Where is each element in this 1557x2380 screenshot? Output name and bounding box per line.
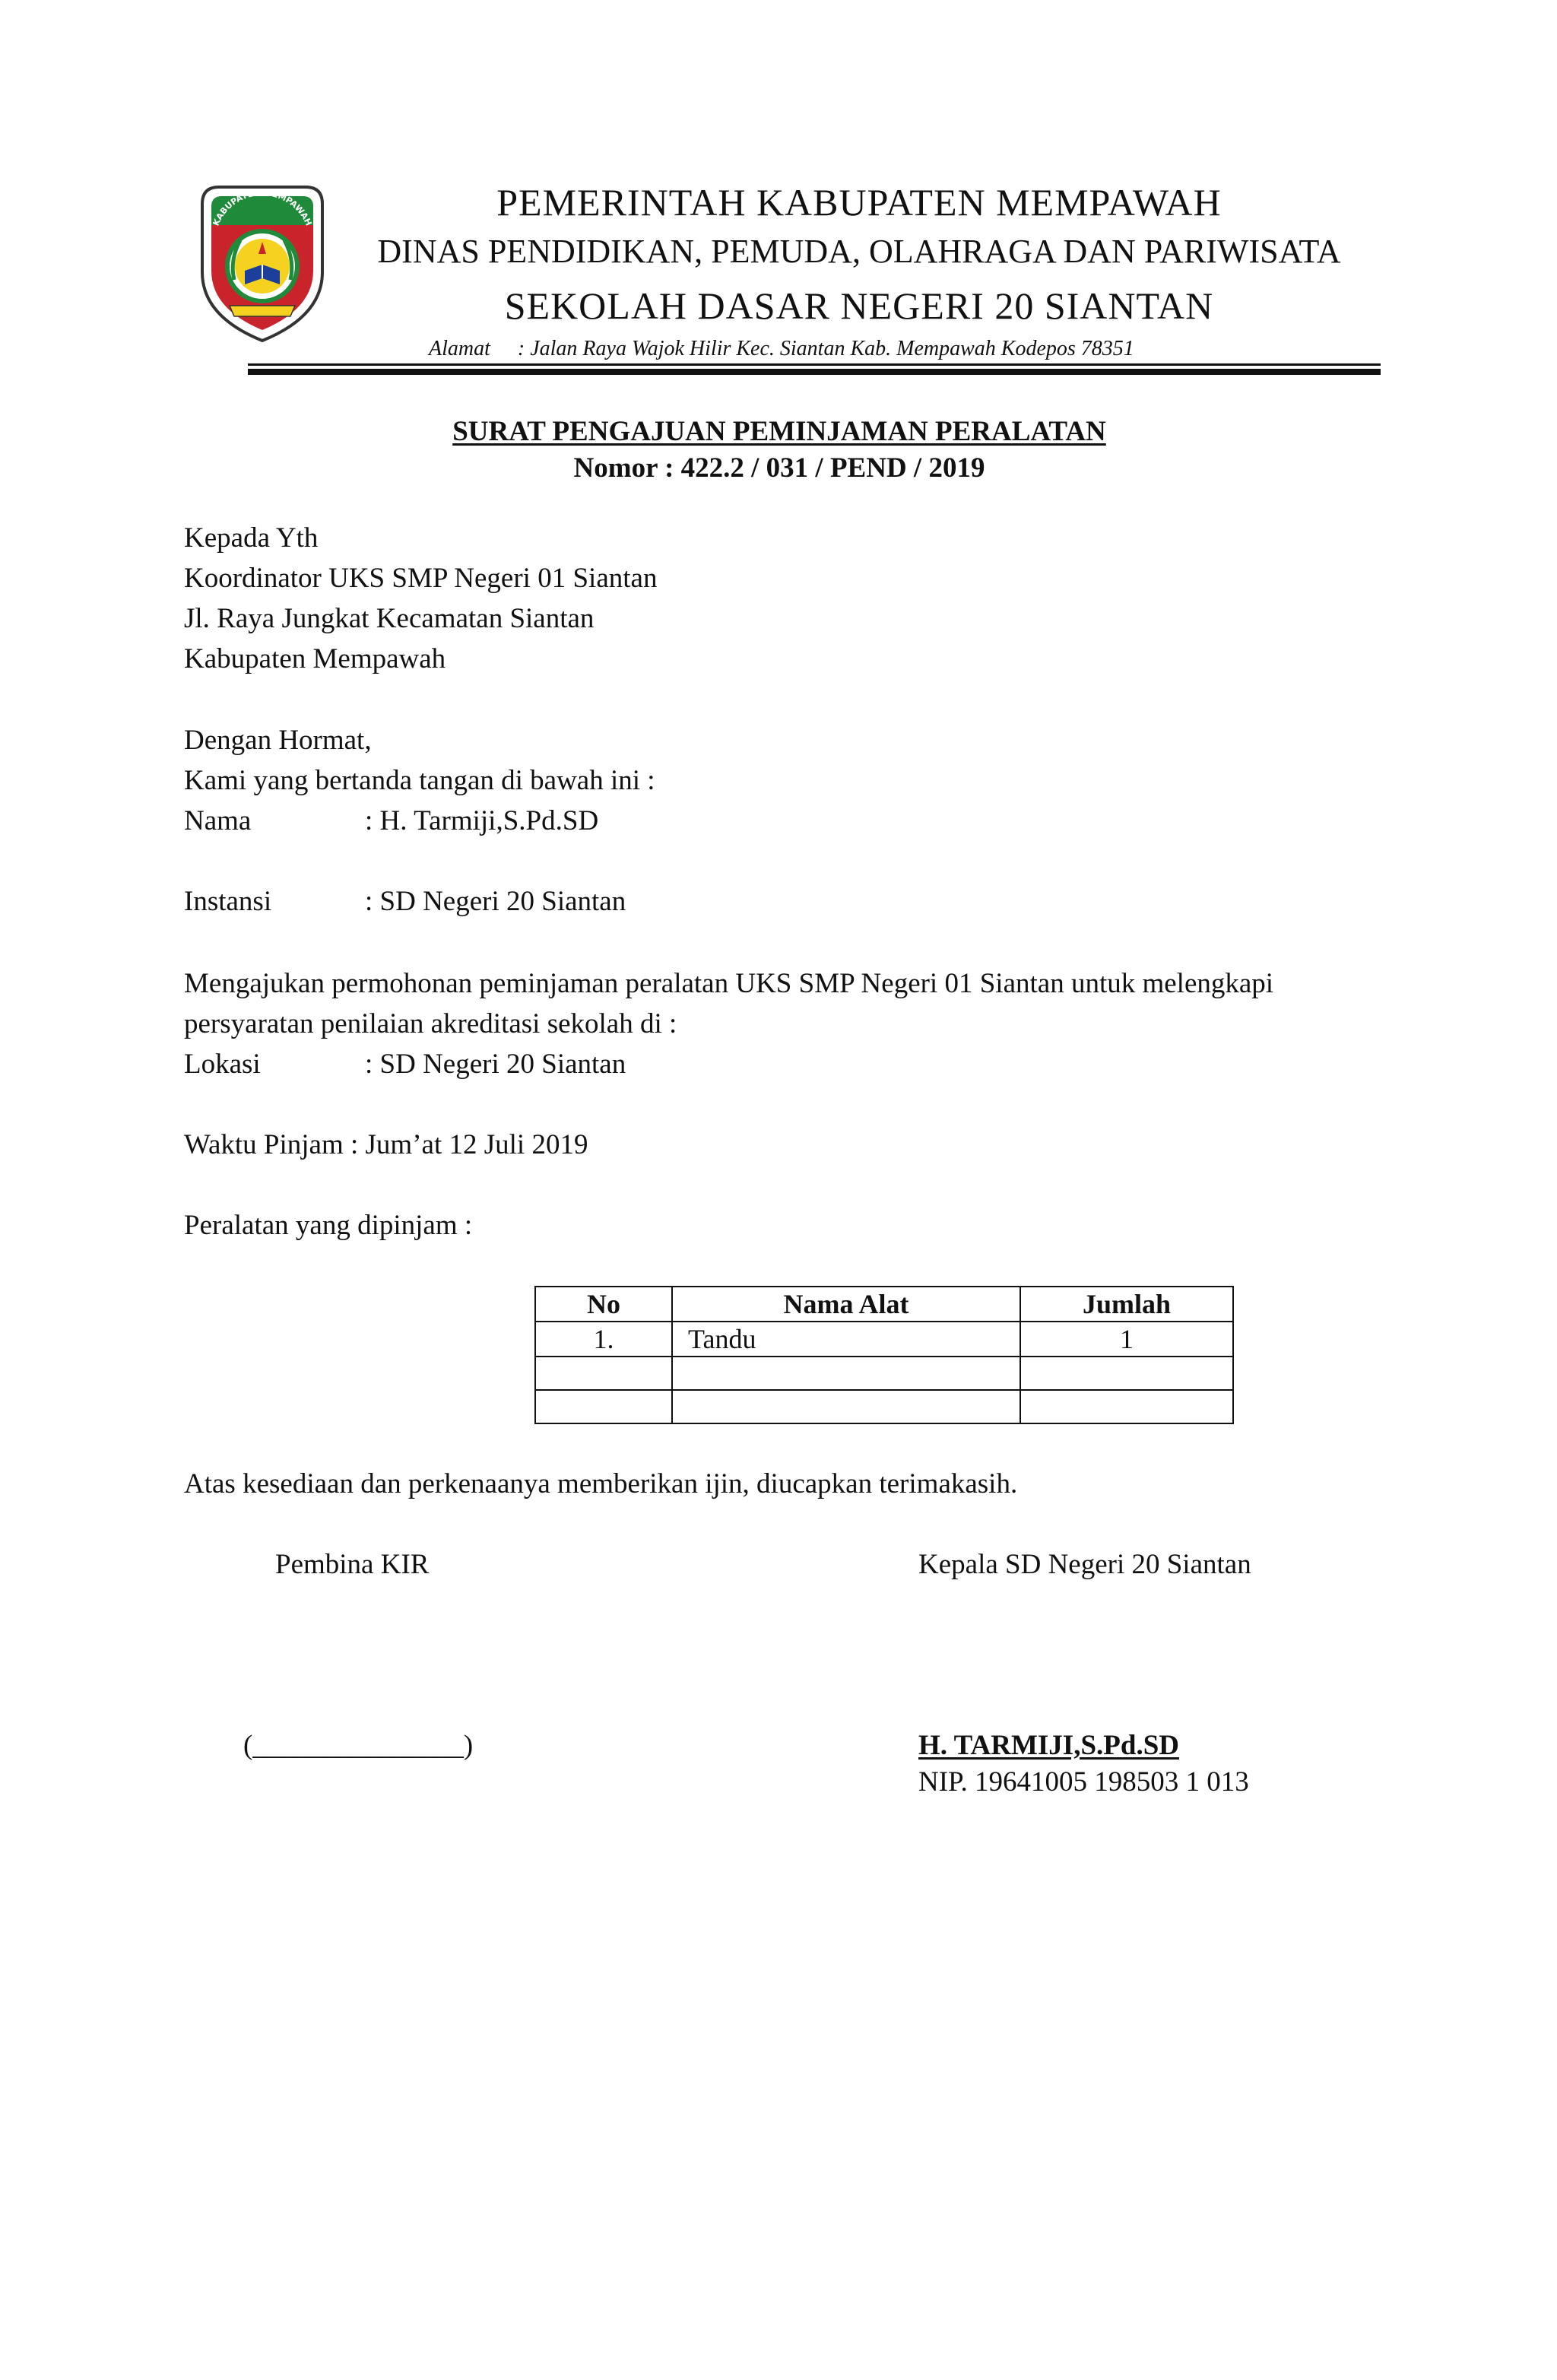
cell-no — [535, 1357, 672, 1390]
letter-title-text: SURAT PENGAJUAN PEMINJAMAN PERALATAN — [452, 416, 1106, 447]
table-row — [535, 1390, 1233, 1423]
header-nama-alat: Nama Alat — [672, 1287, 1020, 1322]
table-row — [535, 1357, 1233, 1390]
letterhead-department: DINAS PENDIDIKAN, PEMUDA, OLAHRAGA DAN PARIWISATA — [377, 233, 1341, 270]
request-line-2: persyaratan penilaian akreditasi sekolah di : — [184, 1008, 677, 1039]
header-jumlah: Jumlah — [1020, 1287, 1233, 1322]
signature-left-title: Pembina KIR — [275, 1549, 430, 1580]
signature-left-name: (_______________) — [243, 1730, 474, 1761]
table-row — [535, 1322, 1233, 1357]
intro-line: Kami yang bertanda tangan di bawah ini : — [184, 765, 655, 796]
cell-no — [535, 1390, 672, 1423]
signature-right-name: H. TARMIJI,S.Pd.SD — [918, 1730, 1180, 1761]
cell-nama-alat — [672, 1357, 1020, 1390]
request-line-1: Mengajukan permohonan peminjaman peralatan UKS SMP Negeri 01 Siantan untuk melengkapi — [184, 968, 1274, 999]
cell-nama-alat: Tandu — [672, 1322, 1020, 1357]
letterhead-rule-thick — [248, 369, 1381, 375]
signature-right-nip: NIP. 19641005 198503 1 013 — [918, 1766, 1249, 1798]
waktu-pinjam: Waktu Pinjam : Jum’at 12 Juli 2019 — [184, 1129, 588, 1160]
cell-no: 1. — [535, 1322, 672, 1357]
signature-right-title: Kepala SD Negeri 20 Siantan — [918, 1549, 1251, 1580]
table-header-row — [535, 1287, 1233, 1322]
letterhead-rule-thin — [248, 363, 1381, 366]
cell-jumlah — [1020, 1357, 1233, 1390]
lokasi-value: : SD Negeri 20 Siantan — [365, 1049, 626, 1080]
recipient-line-3: Jl. Raya Jungkat Kecamatan Siantan — [184, 603, 595, 634]
nama-value: : H. Tarmiji,S.Pd.SD — [365, 805, 599, 836]
cell-jumlah: 1 — [1020, 1322, 1233, 1357]
header-no: No — [535, 1287, 672, 1322]
recipient-line-2: Koordinator UKS SMP Negeri 01 Siantan — [184, 563, 658, 594]
letterhead-government: PEMERINTAH KABUPATEN MEMPAWAH — [496, 181, 1222, 224]
letterhead-address — [429, 336, 1134, 362]
nama-label: Nama — [184, 805, 252, 836]
address-label: Alamat — [429, 337, 490, 360]
equipment-intro: Peralatan yang dipinjam : — [184, 1210, 473, 1241]
equipment-table — [534, 1286, 1234, 1424]
district-emblem-icon — [195, 181, 330, 347]
cell-nama-alat — [672, 1390, 1020, 1423]
letterhead-school: SEKOLAH DASAR NEGERI 20 SIANTAN — [504, 284, 1214, 327]
letter-number: Nomor : 422.2 / 031 / PEND / 2019 — [573, 452, 985, 484]
closing-line: Atas kesediaan dan perkenaanya memberikan ijin, diucapkan terimakasih. — [184, 1468, 1018, 1499]
instansi-label: Instansi — [184, 886, 272, 917]
address-value: : Jalan Raya Wajok Hilir Kec. Siantan Kab. Mempawah Kodepos 78351 — [517, 337, 1134, 360]
lokasi-label: Lokasi — [184, 1049, 261, 1080]
recipient-line-1: Kepada Yth — [184, 522, 319, 554]
instansi-value: : SD Negeri 20 Siantan — [365, 886, 626, 917]
letter-title — [198, 415, 1361, 449]
emblem-text: KABUPATEN MEMPAWAH — [211, 187, 314, 227]
recipient-line-4: Kabupaten Mempawah — [184, 643, 446, 674]
cell-jumlah — [1020, 1390, 1233, 1423]
greeting: Dengan Hormat, — [184, 725, 372, 756]
